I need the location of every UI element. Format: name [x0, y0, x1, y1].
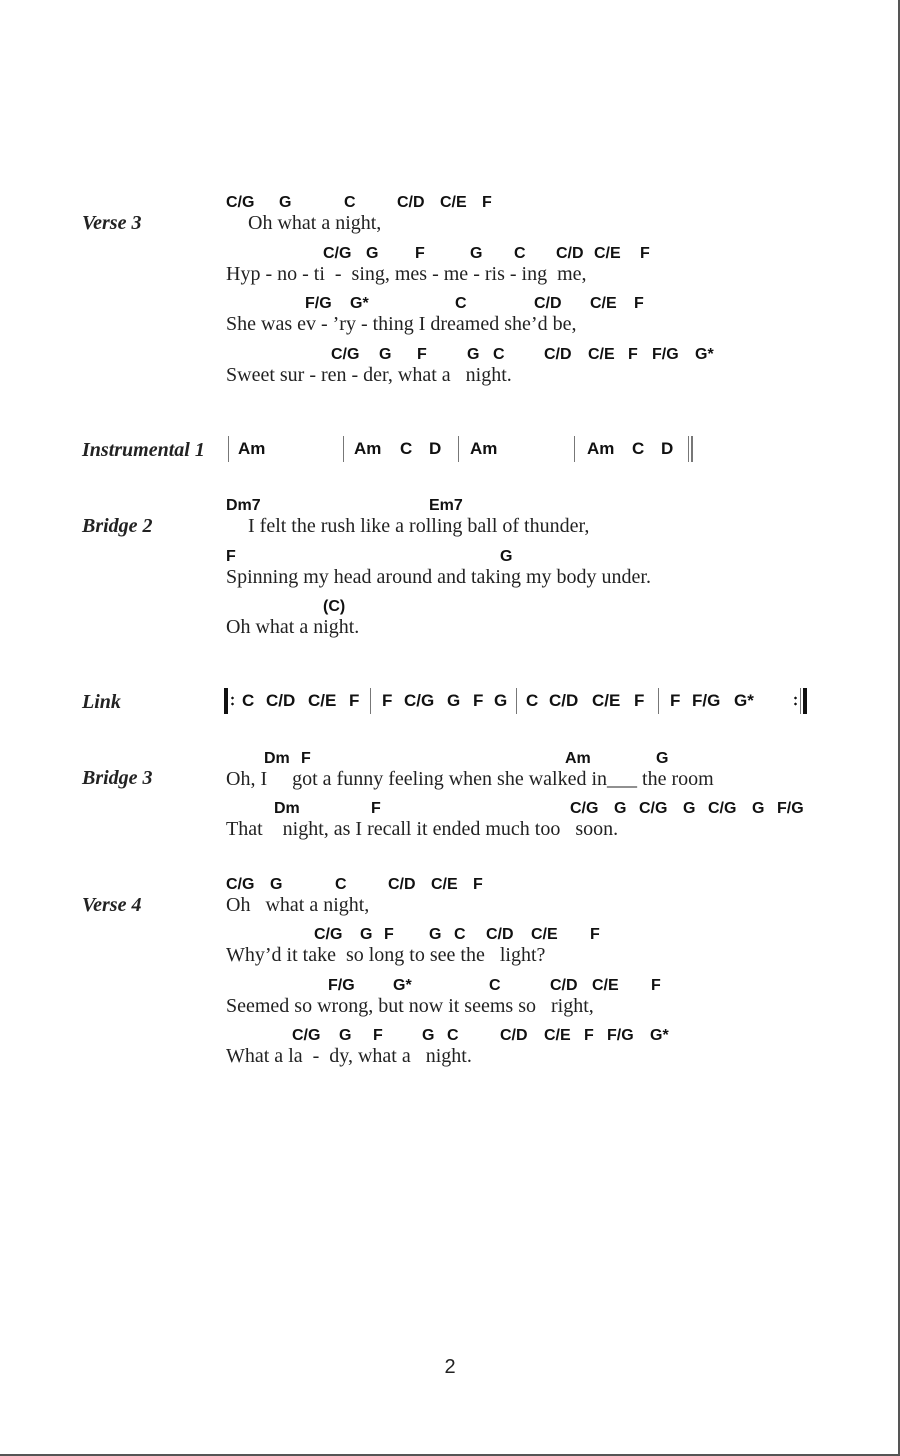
chord: F	[417, 346, 427, 363]
chord-line	[226, 750, 826, 770]
page-number: 2	[444, 1356, 456, 1378]
lyric-line: Oh what a night.	[226, 616, 360, 638]
chord-bars-repeat	[224, 688, 814, 714]
lyric-line: Oh what a night,	[248, 212, 382, 234]
chord: C/D	[534, 295, 562, 312]
chord: C/E	[440, 194, 467, 211]
chord: G	[752, 800, 765, 817]
repeat-end-barline	[800, 688, 801, 714]
chord: Am	[587, 439, 615, 458]
chord: C	[493, 346, 505, 363]
chord-line	[226, 194, 826, 214]
barline-end	[688, 436, 689, 462]
chord: C/D	[397, 194, 425, 211]
chord-line	[226, 245, 826, 265]
chord: F/G	[692, 691, 721, 710]
chord-line	[226, 548, 826, 568]
chord: G	[467, 346, 480, 363]
chord: F	[415, 245, 425, 262]
barline	[370, 688, 371, 714]
chord: C	[335, 876, 347, 893]
chord: C/D	[266, 691, 296, 710]
chord: F	[590, 926, 600, 943]
lyric-line: Oh, I got a funny feeling when she walked in___ the room	[226, 768, 714, 790]
chord: C/E	[544, 1027, 571, 1044]
chord-bars	[226, 436, 696, 462]
chord: F	[634, 691, 645, 710]
chord-line	[226, 926, 826, 946]
chord: C/D	[500, 1027, 528, 1044]
chord: F	[301, 750, 311, 767]
chord: C/G	[639, 800, 668, 817]
chord: G*	[350, 295, 369, 312]
chord: (C)	[323, 598, 346, 615]
chord: F/G	[328, 977, 355, 994]
chord: F	[473, 691, 484, 710]
chord: F	[226, 548, 236, 565]
chord: Am	[354, 439, 382, 458]
chord: C/G	[331, 346, 360, 363]
chord: F	[628, 346, 638, 363]
barline	[228, 436, 229, 462]
lyric-line: Sweet sur - ren - der, what a night.	[226, 364, 512, 386]
chord: C	[454, 926, 466, 943]
chord: C	[400, 439, 413, 458]
lyric-line: Hyp - no - ti - sing, mes - me - ris - ing me,	[226, 263, 587, 285]
chord: C/E	[592, 691, 621, 710]
chord: G	[656, 750, 669, 767]
chord-line	[226, 346, 826, 366]
chord: D	[661, 439, 674, 458]
barline	[516, 688, 517, 714]
barline	[658, 688, 659, 714]
lyric-line: Spinning my head around and taking my body under.	[226, 566, 651, 588]
chord: Am	[238, 439, 266, 458]
barline-end	[691, 436, 693, 462]
chord: Am	[470, 439, 498, 458]
chord: C	[526, 691, 539, 710]
chord: F	[371, 800, 381, 817]
chord: F	[651, 977, 661, 994]
chord: C/G	[708, 800, 737, 817]
chord: C/E	[592, 977, 619, 994]
chord: G	[683, 800, 696, 817]
chord: F/G	[305, 295, 332, 312]
chord: C/D	[486, 926, 514, 943]
chord: G	[279, 194, 292, 211]
chord: C	[242, 691, 255, 710]
chord-line	[226, 800, 826, 820]
chord: C/D	[549, 691, 579, 710]
chord: C/E	[431, 876, 458, 893]
barline	[343, 436, 344, 462]
lyric-line: I felt the rush like a rolling ball of thunder,	[248, 515, 590, 537]
chord: C/E	[590, 295, 617, 312]
section-label-instrumental-1: Instrumental 1	[82, 439, 205, 461]
section-label-verse-3: Verse 3	[82, 212, 142, 234]
chord: C/D	[544, 346, 572, 363]
chord: C	[514, 245, 526, 262]
lyric-line: She was ev - ’ry - thing I dreamed she’d be,	[226, 313, 577, 335]
chord: Dm7	[226, 497, 261, 514]
chord: C/E	[594, 245, 621, 262]
repeat-dots	[231, 695, 234, 707]
lyric-line: What a la - dy, what a night.	[226, 1045, 472, 1067]
section-label-bridge-3: Bridge 3	[82, 767, 153, 789]
barline	[458, 436, 459, 462]
chord: F	[373, 1027, 383, 1044]
chord: G	[470, 245, 483, 262]
chord: C	[344, 194, 356, 211]
chord-line	[226, 598, 826, 618]
chord: C/G	[323, 245, 352, 262]
section-label-bridge-2: Bridge 2	[82, 515, 153, 537]
chord: Dm	[264, 750, 290, 767]
chord: G	[270, 876, 283, 893]
chord: C	[489, 977, 501, 994]
chord: F	[384, 926, 394, 943]
lyric-line: Oh what a night,	[226, 894, 370, 916]
repeat-start-barline	[224, 688, 228, 714]
chord: G	[447, 691, 461, 710]
chord: C/G	[292, 1027, 321, 1044]
chord: G	[614, 800, 627, 817]
chord: C	[632, 439, 645, 458]
chord: F/G	[652, 346, 679, 363]
chord: C/D	[550, 977, 578, 994]
chord: C/G	[404, 691, 435, 710]
chord: F	[640, 245, 650, 262]
chord: Em7	[429, 497, 463, 514]
section-label-verse-4: Verse 4	[82, 894, 142, 916]
chord: G	[494, 691, 508, 710]
lyric-line: Why’d it take so long to see the light?	[226, 944, 546, 966]
chord: C/D	[388, 876, 416, 893]
lyric-line: Seemed so wrong, but now it seems so right,	[226, 995, 594, 1017]
chord: G	[429, 926, 442, 943]
chord: Dm	[274, 800, 300, 817]
chord: C/G	[226, 194, 255, 211]
chord: F/G	[777, 800, 804, 817]
chord: F/G	[607, 1027, 634, 1044]
chord: C/G	[570, 800, 599, 817]
chord: G	[500, 548, 513, 565]
chord-line	[226, 977, 826, 997]
chord: C/G	[314, 926, 343, 943]
chord: G*	[734, 691, 754, 710]
chord: D	[429, 439, 442, 458]
chord: F	[473, 876, 483, 893]
chord: C/E	[308, 691, 337, 710]
chord: G*	[695, 346, 714, 363]
chord: F	[670, 691, 681, 710]
chord: C/E	[531, 926, 558, 943]
chord: F	[634, 295, 644, 312]
section-label-link: Link	[82, 691, 121, 713]
chord: G*	[650, 1027, 669, 1044]
chord: G*	[393, 977, 412, 994]
chord: C	[447, 1027, 459, 1044]
chord: G	[422, 1027, 435, 1044]
lyric-line: That night, as I recall it ended much too soon.	[226, 818, 619, 840]
chord-line	[226, 497, 826, 517]
chord-line	[226, 1027, 826, 1047]
chord: G	[379, 346, 392, 363]
repeat-end-barline	[803, 688, 807, 714]
chord: Am	[565, 750, 591, 767]
repeat-dots	[794, 695, 797, 707]
chord: F	[584, 1027, 594, 1044]
chord-line	[226, 876, 826, 896]
chord: F	[482, 194, 492, 211]
chord: G	[366, 245, 379, 262]
chord: G	[360, 926, 373, 943]
chord: C	[455, 295, 467, 312]
chord: G	[339, 1027, 352, 1044]
chord-line	[226, 295, 826, 315]
chord: C/D	[556, 245, 584, 262]
chord: F	[382, 691, 393, 710]
barline	[574, 436, 575, 462]
chord: C/G	[226, 876, 255, 893]
chord: C/E	[588, 346, 615, 363]
chord: F	[349, 691, 360, 710]
